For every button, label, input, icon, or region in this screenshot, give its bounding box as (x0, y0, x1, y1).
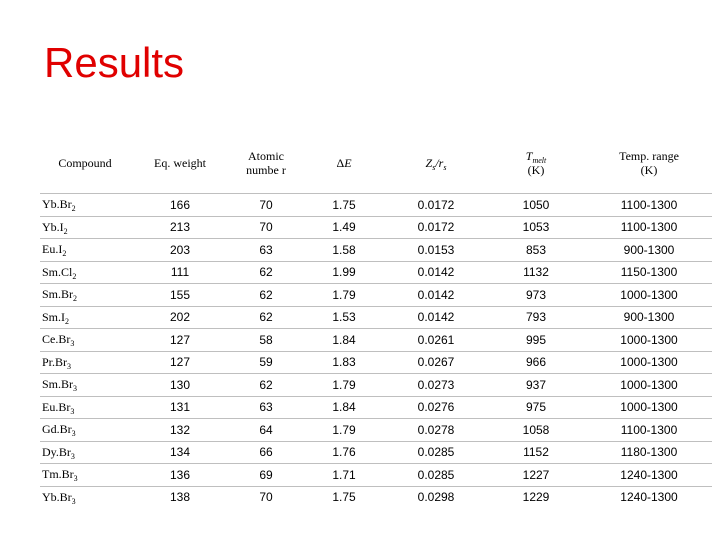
temp-range-cell: 1100-1300 (586, 216, 712, 239)
compound-name: Sm.Cl (42, 264, 73, 279)
delta-e-cell: 1.53 (302, 306, 386, 329)
atomic-number-cell: 63 (230, 396, 302, 419)
delta-e-cell: 1.76 (302, 441, 386, 464)
table-row (40, 306, 712, 329)
eq-weight-cell: 202 (130, 306, 230, 329)
table-row (40, 329, 712, 352)
delta-e-cell: 1.99 (302, 261, 386, 284)
delta-e-cell: 1.49 (302, 216, 386, 239)
compound-cell (40, 329, 130, 352)
header-delta-e: ΔE (336, 156, 352, 171)
delta-e-cell: 1.79 (302, 419, 386, 442)
delta-e-cell: 1.84 (302, 329, 386, 352)
zs-rs-cell: 0.0153 (386, 239, 486, 262)
t-melt-cell: 966 (486, 351, 586, 374)
slide-title: Results (44, 39, 185, 86)
header-compound: Compound (58, 156, 112, 171)
compound-cell (40, 374, 130, 397)
compound-cell (40, 419, 130, 442)
header-zs-rs: $Z_s/r_s$ (425, 156, 447, 173)
results-table (40, 135, 712, 508)
delta-symbol: Δ (336, 156, 345, 171)
eq-weight-cell: 131 (130, 396, 230, 419)
compound-name: Pr.Br (42, 354, 68, 369)
atomic-number-cell: 62 (230, 284, 302, 307)
temp-range-cell: 900-1300 (586, 306, 712, 329)
atomic-number-cell: 62 (230, 374, 302, 397)
temp-range-cell: 1000-1300 (586, 396, 712, 419)
table-row (40, 419, 712, 442)
temp-range-cell: 1100-1300 (586, 419, 712, 442)
temp-range-cell: 1180-1300 (586, 441, 712, 464)
table-row (40, 396, 712, 419)
temp-range-cell: 1150-1300 (586, 261, 712, 284)
temp-range-cell: 1000-1300 (586, 374, 712, 397)
table-row (40, 486, 712, 508)
t-melt-cell: 1227 (486, 464, 586, 487)
temp-range-cell: 1000-1300 (586, 329, 712, 352)
t-melt-cell: 973 (486, 284, 586, 307)
delta-e-cell: 1.71 (302, 464, 386, 487)
compound-cell (40, 351, 130, 374)
compound-name: Sm.I (42, 309, 66, 324)
t-melt-cell: 975 (486, 396, 586, 419)
compound-cell (40, 464, 130, 487)
t-melt-cell: 793 (486, 306, 586, 329)
atomic-number-cell: 64 (230, 419, 302, 442)
atomic-number-cell: 70 (230, 486, 302, 508)
delta-e-cell: 1.79 (302, 374, 386, 397)
delta-e-cell: 1.58 (302, 239, 386, 262)
eq-weight-cell: 127 (130, 329, 230, 352)
compound-name: Ce.Br (42, 332, 71, 347)
compound-cell (40, 194, 130, 217)
compound-name: Yb.Br (42, 489, 72, 504)
atomic-number-cell: 62 (230, 261, 302, 284)
compound-subscript: 3 (73, 474, 78, 484)
compound-name: Tm.Br (42, 467, 74, 482)
temp-range-cell: 1100-1300 (586, 194, 712, 217)
compound-cell (40, 441, 130, 464)
eq-weight-cell: 203 (130, 239, 230, 262)
t-melt-cell: 1050 (486, 194, 586, 217)
atomic-number-cell: 70 (230, 216, 302, 239)
table-row (40, 261, 712, 284)
zs-rs-cell: 0.0172 (386, 216, 486, 239)
zs-rs-cell: 0.0142 (386, 284, 486, 307)
table-row (40, 284, 712, 307)
compound-name: Dy.Br (42, 444, 71, 459)
header-atomic-number: Atomic numbe r (246, 149, 286, 177)
eq-weight-cell: 136 (130, 464, 230, 487)
eq-weight-cell: 132 (130, 419, 230, 442)
eq-weight-cell: 166 (130, 194, 230, 217)
zs-rs-cell: 0.0172 (386, 194, 486, 217)
table-row (40, 216, 712, 239)
t-melt-cell: 1058 (486, 419, 586, 442)
compound-name: Eu.Br (42, 399, 71, 414)
eq-weight-cell: 127 (130, 351, 230, 374)
header-t-melt: $T_{melt}$ (K) (525, 149, 547, 177)
compound-subscript: 3 (67, 361, 72, 371)
t-melt-cell: 853 (486, 239, 586, 262)
compound-cell (40, 396, 130, 419)
atomic-number-cell: 62 (230, 306, 302, 329)
compound-subscript: 3 (70, 406, 75, 416)
compound-name: Sm.Br (42, 377, 74, 392)
compound-name: Sm.Br (42, 287, 74, 302)
compound-subscript: 2 (63, 226, 68, 236)
atomic-number-cell: 58 (230, 329, 302, 352)
delta-e-cell: 1.79 (302, 284, 386, 307)
t-melt-cell: 937 (486, 374, 586, 397)
t-melt-cell: 1229 (486, 486, 586, 508)
compound-name: Yb.I (42, 219, 64, 234)
zs-rs-cell: 0.0278 (386, 419, 486, 442)
compound-cell (40, 306, 130, 329)
table-row (40, 374, 712, 397)
temp-range-cell: 1000-1300 (586, 284, 712, 307)
zs-rs-cell: 0.0142 (386, 306, 486, 329)
zs-rs-cell: 0.0261 (386, 329, 486, 352)
zs-rs-cell: 0.0285 (386, 464, 486, 487)
header-row (40, 135, 712, 194)
compound-subscript: 3 (71, 496, 76, 506)
temp-range-cell: 1240-1300 (586, 464, 712, 487)
compound-subscript: 3 (71, 429, 76, 439)
atomic-number-cell: 70 (230, 194, 302, 217)
compound-name: Yb.Br (42, 197, 72, 212)
zs-rs-cell: 0.0276 (386, 396, 486, 419)
compound-subscript: 2 (62, 249, 67, 259)
zs-rs-cell: 0.0142 (386, 261, 486, 284)
eq-weight-cell: 111 (130, 261, 230, 284)
compound-subscript: 3 (70, 451, 75, 461)
compound-subscript: 2 (72, 271, 77, 281)
compound-cell (40, 486, 130, 508)
table-row (40, 239, 712, 262)
t-melt-cell: 1152 (486, 441, 586, 464)
eq-weight-cell: 213 (130, 216, 230, 239)
compound-cell (40, 216, 130, 239)
compound-subscript: 2 (65, 316, 70, 326)
atomic-number-cell: 69 (230, 464, 302, 487)
table-row (40, 441, 712, 464)
compound-subscript: 2 (73, 294, 78, 304)
atomic-number-cell: 63 (230, 239, 302, 262)
t-melt-cell: 1053 (486, 216, 586, 239)
table-row (40, 464, 712, 487)
compound-subscript: 2 (71, 204, 76, 214)
eq-weight-cell: 155 (130, 284, 230, 307)
zs-rs-cell: 0.0273 (386, 374, 486, 397)
compound-subscript: 3 (73, 384, 78, 394)
eq-weight-cell: 134 (130, 441, 230, 464)
atomic-number-cell: 66 (230, 441, 302, 464)
t-melt-cell: 1132 (486, 261, 586, 284)
zs-rs-cell: 0.0285 (386, 441, 486, 464)
table-row (40, 194, 712, 217)
delta-e-cell: 1.84 (302, 396, 386, 419)
header-eq-weight: Eq. weight (154, 156, 206, 171)
table-row (40, 351, 712, 374)
t-melt-cell: 995 (486, 329, 586, 352)
compound-subscript: 3 (70, 339, 75, 349)
zs-rs-cell: 0.0298 (386, 486, 486, 508)
compound-cell (40, 261, 130, 284)
delta-e-cell: 1.75 (302, 194, 386, 217)
zs-rs-cell: 0.0267 (386, 351, 486, 374)
delta-e-cell: 1.75 (302, 486, 386, 508)
atomic-number-cell: 59 (230, 351, 302, 374)
header-temp-range: Temp. range (K) (619, 149, 679, 177)
eq-weight-cell: 130 (130, 374, 230, 397)
eq-weight-cell: 138 (130, 486, 230, 508)
compound-cell (40, 239, 130, 262)
temp-range-cell: 1000-1300 (586, 351, 712, 374)
compound-name: Eu.I (42, 242, 63, 257)
temp-range-cell: 900-1300 (586, 239, 712, 262)
compound-cell (40, 284, 130, 307)
compound-name: Gd.Br (42, 422, 72, 437)
delta-e-cell: 1.83 (302, 351, 386, 374)
temp-range-cell: 1240-1300 (586, 486, 712, 508)
